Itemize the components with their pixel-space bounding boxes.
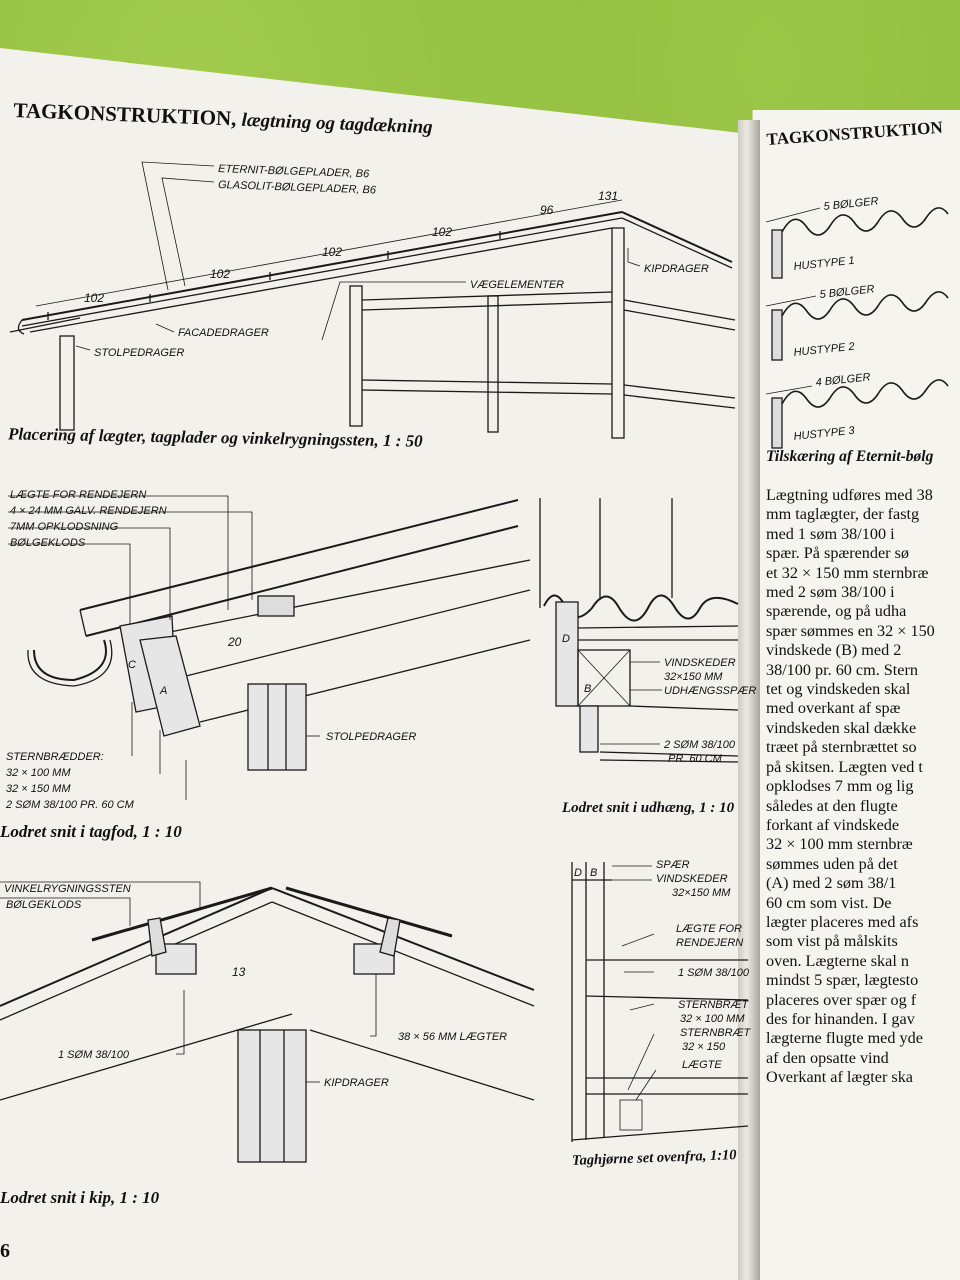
- body-text-line: mindst 5 spær, lægtesto: [766, 971, 919, 990]
- right-figure-wave-cuts: [766, 195, 948, 448]
- fig1-label-vaeg: VÆGELEMENTER: [470, 279, 565, 291]
- figure5-corner-plan: [572, 859, 752, 1142]
- right-fig-waves-3: 4 BØLGER: [815, 371, 872, 389]
- body-text-line: lægterne flugte med yde: [766, 1029, 923, 1048]
- body-text-line: med 2 søm 38/100 i: [766, 583, 895, 602]
- fig5-label-laegte1: LÆGTE FOR: [676, 923, 743, 935]
- fig3-label-vind-dim: 32×150 MM: [664, 671, 723, 683]
- figure3-caption: Lodret snit i udhæng, 1 : 10: [562, 800, 735, 816]
- fig5-label-spaer: SPÆR: [656, 859, 690, 871]
- body-text-line: 38/100 pr. 60 cm. Stern: [766, 660, 918, 679]
- fig4-label-vinkel: VINKELRYGNINGSSTEN: [4, 883, 131, 895]
- body-text-line: mm taglægter, der fastg: [766, 505, 920, 524]
- body-text-line: vindskede (B) med 2: [766, 641, 902, 660]
- fig1-label-kip: KIPDRAGER: [644, 263, 709, 275]
- fig5-label-laegte2: RENDEJERN: [676, 937, 744, 949]
- fig2-label-stern2: 32 × 150 MM: [6, 783, 71, 795]
- fig5-label-som: 1 SØM 38/100: [678, 967, 749, 979]
- body-text-line: af den opsatte vind: [766, 1048, 889, 1067]
- right-page-body: [766, 486, 960, 1088]
- fig1-dim-3: 102: [322, 245, 343, 259]
- fig3-label-som2: PR. 60 CM: [668, 753, 722, 765]
- figure5-caption: Taghjørne set ovenfra, 1:10: [571, 1147, 737, 1169]
- right-fig-type-1: HUSTYPE 1: [793, 254, 856, 273]
- right-fig-waves-2: 5 BØLGER: [819, 283, 876, 301]
- body-text-line: spærende, og på udha: [766, 602, 907, 621]
- body-text-line: således at den flugte: [766, 796, 898, 815]
- fig2-label-stern: STERNBRÆDDER:: [6, 751, 104, 763]
- figure3-overhang-section: [540, 498, 756, 765]
- body-text-line: med overkant af spæ: [766, 699, 901, 718]
- right-fig-waves-1: 5 BØLGER: [823, 195, 880, 213]
- body-text-line: sømmes uden på det: [766, 854, 898, 873]
- body-text-line: med 1 søm 38/100 i: [766, 524, 895, 543]
- right-fig-type-3: HUSTYPE 3: [793, 424, 856, 443]
- fig1-label-facade: FACADEDRAGER: [178, 327, 269, 339]
- fig5-label-stern2: STERNBRÆT: [680, 1027, 751, 1039]
- right-fig-type-2: HUSTYPE 2: [793, 340, 856, 359]
- fig5-label-stern1: STERNBRÆT: [678, 999, 749, 1011]
- figure2-eaves-section: [5, 489, 530, 811]
- body-text-line: på skitsen. Lægten ved t: [766, 757, 923, 776]
- fig5-label-vind-dim: 32×150 MM: [672, 887, 731, 899]
- fig3-label-b: B: [584, 683, 592, 695]
- body-text-line: oven. Lægterne skal n: [766, 951, 909, 970]
- body-text-line: som vist på målskits: [766, 932, 898, 951]
- body-text-line: 60 cm som vist. De: [766, 893, 892, 912]
- body-text-line: spær. På spærender sø: [766, 544, 909, 563]
- fig1-label-eternit: ETERNIT-BØLGEPLADER, B6: [217, 163, 370, 181]
- fig1-label-glasolit: GLASOLIT-BØLGEPLADER, B6: [217, 179, 377, 197]
- fig2-label-laegte: LÆGTE FOR RENDEJERN: [10, 489, 147, 501]
- fig3-label-som: 2 SØM 38/100: [664, 739, 735, 751]
- fig4-label-som: 1 SØM 38/100: [58, 1049, 129, 1061]
- fig2-label-boelgeklods: BØLGEKLODS: [10, 537, 86, 549]
- body-text-line: vindskeden skal dække: [766, 718, 917, 737]
- body-text-line: opklodses 7 mm og lig: [766, 777, 914, 796]
- body-text-line: des for hinanden. I gav: [766, 1009, 915, 1028]
- fig1-label-stolpe: STOLPEDRAGER: [94, 347, 185, 359]
- fig3-label-d: D: [562, 633, 570, 645]
- fig5-label-d: D: [574, 867, 582, 879]
- fig2-label-c: C: [128, 659, 136, 671]
- body-text-line: (A) med 2 søm 38/1: [766, 874, 897, 893]
- body-text-line: forkant af vindskede: [766, 815, 900, 834]
- fig5-label-stern1-dim: 32 × 100 MM: [680, 1013, 745, 1025]
- page-number: 6: [0, 1240, 10, 1262]
- figure4-caption: Lodret snit i kip, 1 : 10: [0, 1188, 160, 1207]
- right-figure-caption: Tilskæring af Eternit-bølg: [766, 448, 934, 465]
- body-text-line: Lægtning udføres med 38: [766, 486, 933, 504]
- body-text-line: lægter placeres med afs: [766, 912, 919, 931]
- fig4-label-boelgeklods: BØLGEKLODS: [6, 899, 82, 911]
- body-text-line: tet og vindskeden skal: [766, 680, 911, 699]
- body-text-line: træet på sternbrættet so: [766, 738, 917, 757]
- fig5-label-laegte: LÆGTE: [682, 1059, 722, 1071]
- fig5-label-b: B: [590, 867, 598, 879]
- fig3-label-udhaeng: UDHÆNGSSPÆR: [664, 685, 757, 697]
- figure4-ridge-section: [0, 882, 534, 1162]
- body-text-line: Overkant af lægter ska: [766, 1068, 913, 1087]
- fig2-label-galv: 4 × 24 MM GALV. RENDEJERN: [10, 505, 167, 517]
- fig1-dim-5: 96: [540, 203, 554, 217]
- fig2-label-a: A: [160, 685, 168, 697]
- figure2-caption: Lodret snit i tagfod, 1 : 10: [0, 822, 182, 841]
- body-text-line: spær sømmes en 32 × 150: [766, 621, 935, 640]
- fig5-label-stern2-dim: 32 × 150: [682, 1041, 726, 1053]
- fig2-label-stolpe: STOLPEDRAGER: [326, 731, 417, 743]
- fig1-dim-2: 102: [210, 267, 231, 281]
- fig2-label-stern3: 2 SØM 38/100 PR. 60 CM: [6, 799, 134, 811]
- body-text-line: 32 × 100 mm sternbræ: [766, 835, 913, 854]
- page-title-main: TAGKONSTRUKTION,: [13, 98, 237, 131]
- body-text-line: placeres over spær og f: [766, 990, 917, 1009]
- fig1-dim-6: 131: [598, 189, 619, 203]
- right-page-title: TAGKONSTRUKTION: [766, 117, 944, 149]
- figure1-roof-overview: [10, 162, 735, 440]
- body-text-line: et 32 × 150 mm sternbræ: [766, 563, 929, 582]
- fig5-label-vindskeder: VINDSKEDER: [656, 873, 728, 885]
- figure1-caption: Placering af lægter, tagplader og vinkelrygningssten, 1 : 50: [7, 424, 423, 451]
- fig4-label-kipdrager: KIPDRAGER: [324, 1077, 389, 1089]
- fig4-label-laegter: 38 × 56 MM LÆGTER: [398, 1031, 508, 1043]
- fig1-dim-4: 102: [432, 225, 453, 239]
- fig2-label-stern1: 32 × 100 MM: [6, 767, 71, 779]
- page-title-sub: lægtning og tagdækning: [241, 109, 434, 139]
- fig4-dim: 13: [232, 965, 246, 979]
- fig1-dim-1: 102: [84, 291, 105, 305]
- fig2-dim: 20: [228, 635, 242, 649]
- fig2-label-opklods: 7MM OPKLODSNING: [10, 521, 119, 533]
- fig3-label-vindskeder: VINDSKEDER: [664, 657, 736, 669]
